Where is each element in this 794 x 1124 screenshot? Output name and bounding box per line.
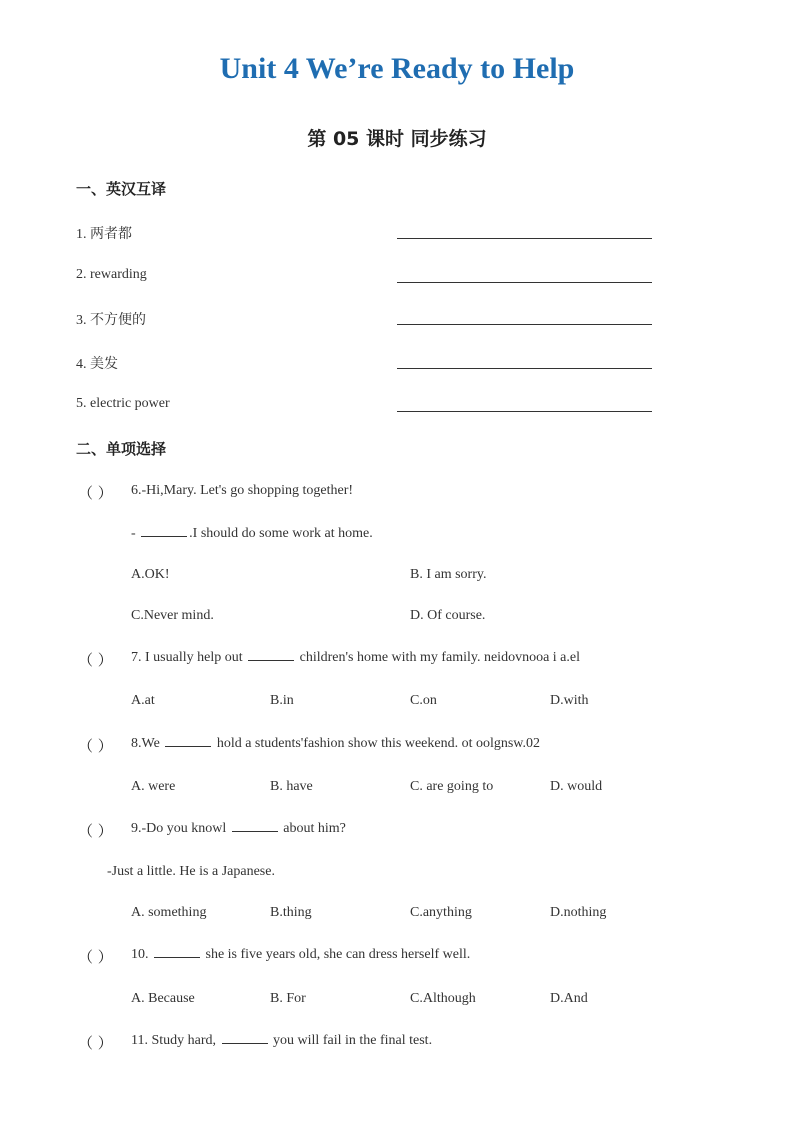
question-9-reply: -Just a little. He is a Japanese.	[107, 864, 275, 879]
stem-text: 9.-Do you knowl	[131, 821, 227, 836]
answer-line-2[interactable]	[397, 282, 652, 283]
question-6-stem: 6.-Hi,Mary. Let's go shopping together!	[131, 483, 354, 498]
q6-option-b[interactable]: B. I am sorry.	[410, 567, 487, 582]
worksheet-title: Unit 4 We’re Ready to Help	[219, 52, 575, 85]
reply-text: .I should do some work at home.	[189, 526, 373, 541]
q10-option-a[interactable]: A. Because	[131, 991, 195, 1006]
q6-option-a[interactable]: A.OK!	[131, 567, 170, 582]
fill-blank[interactable]	[222, 1042, 268, 1044]
stem-text: 10.	[131, 947, 149, 962]
q6-option-d[interactable]: D. Of course.	[410, 608, 486, 623]
question-8-stem	[131, 736, 540, 752]
question-7-stem	[131, 650, 580, 666]
answer-paren-11[interactable]: （ ）	[78, 1034, 113, 1052]
reply-dash: -	[131, 526, 136, 541]
q8-option-b[interactable]: B. have	[270, 779, 313, 794]
fill-blank[interactable]	[154, 956, 200, 958]
answer-paren-10[interactable]: （ ）	[78, 948, 113, 966]
item-number: 3.	[76, 313, 87, 328]
fill-blank[interactable]	[165, 745, 211, 747]
stem-text: you will fail in the final test.	[273, 1033, 433, 1048]
item-text: 美发	[90, 356, 118, 372]
question-11-stem	[131, 1033, 432, 1049]
translation-item-3	[76, 309, 146, 329]
answer-line-3[interactable]	[397, 324, 652, 325]
q8-option-c[interactable]: C. are going to	[410, 779, 494, 794]
answer-paren-8[interactable]: （ ）	[78, 737, 113, 755]
stem-text: 11. Study hard,	[131, 1033, 217, 1048]
stem-text: 7. I usually help out	[131, 650, 243, 665]
stem-text: children's home with my family. neidovnooa i a.el	[299, 650, 580, 665]
q7-option-c[interactable]: C.on	[410, 693, 437, 708]
item-number: 5.	[76, 396, 87, 411]
stem-text: she is five years old, she can dress herself well.	[205, 947, 471, 962]
q6-option-c[interactable]: C.Never mind.	[131, 608, 214, 623]
stem-text: 8.We	[131, 736, 160, 751]
translation-item-2	[76, 267, 147, 283]
item-number: 4.	[76, 357, 87, 372]
question-6-reply	[131, 526, 373, 542]
q7-option-a[interactable]: A.at	[131, 693, 155, 708]
item-number: 1.	[76, 227, 87, 242]
question-10-stem	[131, 947, 470, 963]
answer-paren-6[interactable]: （ ）	[78, 484, 113, 502]
q9-option-b[interactable]: B.thing	[270, 905, 312, 920]
q8-option-d[interactable]: D. would	[550, 779, 603, 794]
fill-blank[interactable]	[141, 535, 187, 537]
stem-text: about him?	[283, 821, 346, 836]
translation-item-4	[76, 353, 118, 373]
answer-paren-9[interactable]: （ ）	[78, 822, 113, 840]
section-translation-heading: 一、英汉互译	[76, 180, 167, 198]
answer-line-1[interactable]	[397, 238, 652, 239]
q8-option-a[interactable]: A. were	[131, 779, 176, 794]
q9-option-a[interactable]: A. something	[131, 905, 207, 920]
q9-option-c[interactable]: C.anything	[410, 905, 472, 920]
section-choice-heading: 二、单项选择	[76, 440, 167, 458]
q10-option-b[interactable]: B. For	[270, 991, 306, 1006]
lesson-subtitle: 第 05 课时 同步练习	[307, 128, 487, 150]
item-text: 不方便的	[90, 312, 146, 328]
item-text: 两者都	[90, 226, 132, 242]
q10-option-d[interactable]: D.And	[550, 991, 588, 1006]
q10-option-c[interactable]: C.Although	[410, 991, 476, 1006]
translation-item-5	[76, 396, 170, 412]
question-9-stem	[131, 821, 346, 837]
translation-item-1	[76, 223, 132, 243]
answer-line-5[interactable]	[397, 411, 652, 412]
answer-paren-7[interactable]: （ ）	[78, 651, 113, 669]
q7-option-b[interactable]: B.in	[270, 693, 294, 708]
fill-blank[interactable]	[232, 830, 278, 832]
stem-text: hold a students'fashion show this weekend. ot oolgnsw.02	[216, 736, 541, 751]
item-text: electric power	[90, 396, 170, 411]
fill-blank[interactable]	[248, 659, 294, 661]
answer-line-4[interactable]	[397, 368, 652, 369]
item-text: rewarding	[90, 267, 147, 282]
item-number: 2.	[76, 267, 87, 282]
q7-option-d[interactable]: D.with	[550, 693, 589, 708]
q9-option-d[interactable]: D.nothing	[550, 905, 607, 920]
